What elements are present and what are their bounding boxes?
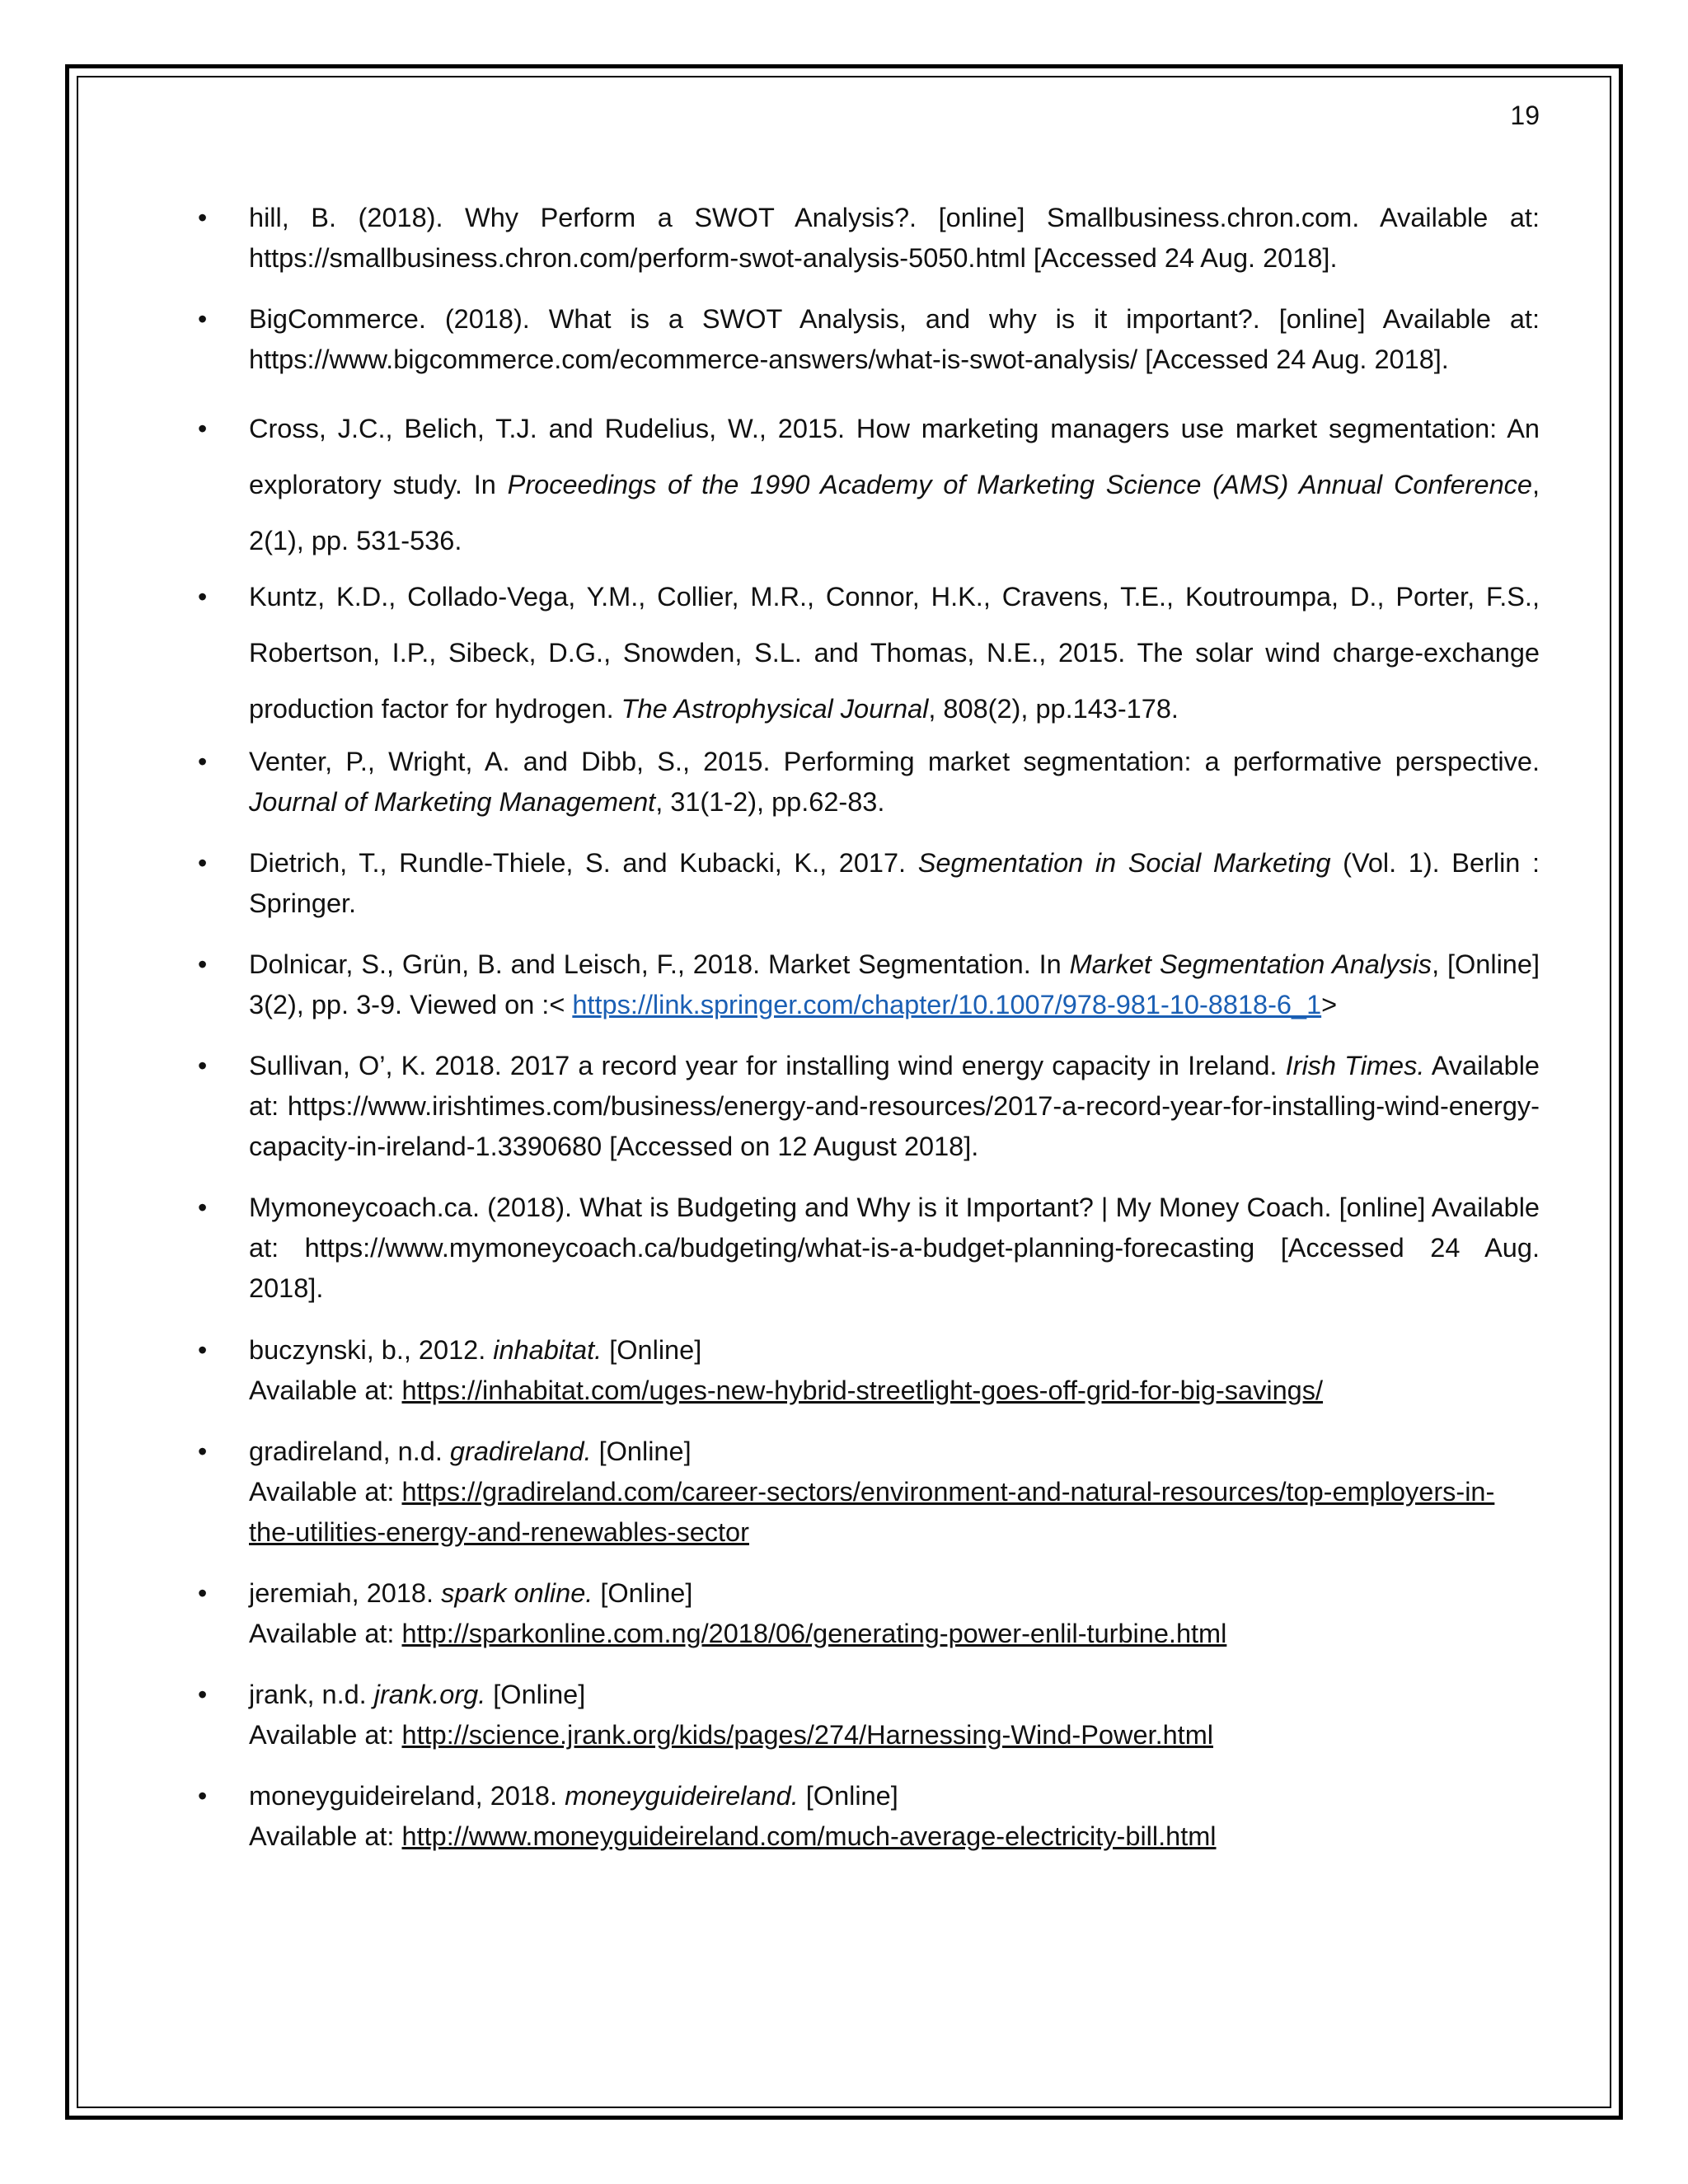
reference-source-title: Journal of Marketing Management — [249, 787, 656, 817]
bullet: • — [198, 848, 208, 878]
reference-details: [Online] — [485, 1680, 586, 1709]
reference-source-title: inhabitat. — [493, 1335, 603, 1365]
reference-item — [198, 569, 1540, 737]
reference-item — [198, 1330, 1540, 1411]
reference-item — [198, 198, 1540, 279]
reference-details: Available at: https://www.irishtimes.com/business/energy-and-resources/2017-a-record-year-for-installing-wind-energy-capacity-in-ireland-1.3390680 [Accessed on 12 August 2018]. — [249, 1051, 1540, 1161]
reference-link[interactable]: http://science.jrank.org/kids/pages/274/Harnessing-Wind-Power.html — [401, 1720, 1213, 1750]
reference-item — [198, 742, 1540, 823]
reference-details: , 2(1), pp. 531-536. — [249, 470, 1540, 555]
reference-item — [198, 1432, 1540, 1553]
bullet: • — [198, 304, 208, 334]
reference-source-title: moneyguideireland. — [565, 1781, 799, 1811]
reference-details: [Online] — [602, 1335, 702, 1365]
reference-text: gradireland, n.d. — [249, 1436, 450, 1466]
reference-text: Sullivan, O’, K. 2018. 2017 a record year for installing wind energy capacity in Ireland. — [249, 1051, 1286, 1080]
bullet: • — [198, 1335, 208, 1365]
reference-link-close: > — [1321, 990, 1338, 1019]
bullet: • — [198, 949, 208, 979]
reference-item — [198, 843, 1540, 924]
reference-source-title: Irish Times. — [1285, 1051, 1425, 1080]
reference-item — [198, 1573, 1540, 1654]
reference-source-title: Market Segmentation Analysis — [1069, 949, 1432, 979]
reference-text: Cross, J.C., Belich, T.J. and Rudelius, W., 2015. How marketing managers use market segmentation: An exploratory study. In — [249, 414, 1540, 499]
bullet: • — [198, 582, 208, 612]
available-at-label: Available at: — [249, 1477, 402, 1507]
reference-item — [198, 944, 1540, 1025]
bullet: • — [198, 1051, 208, 1080]
available-at-label: Available at: — [249, 1376, 402, 1405]
reference-source-title: The Astrophysical Journal — [621, 694, 929, 724]
bullet: • — [198, 747, 208, 776]
reference-text: Dolnicar, S., Grün, B. and Leisch, F., 2018. Market Segmentation. In — [249, 949, 1070, 979]
available-at-label: Available at: — [249, 1821, 402, 1851]
reference-details: [Online] — [593, 1578, 693, 1608]
reference-text: buczynski, b., 2012. — [249, 1335, 494, 1365]
reference-item — [198, 299, 1540, 380]
bullet: • — [198, 1193, 208, 1222]
reference-text: hill, B. (2018). Why Perform a SWOT Analysis?. [online] Smallbusiness.chron.com. Available at: https://smallbusiness.chron.com/perform-swot-analysis-5050.html [Accessed 24 Aug. 2018]. — [249, 203, 1540, 273]
reference-text: Venter, P., Wright, A. and Dibb, S., 2015. Performing market segmentation: a performative perspective. — [249, 747, 1540, 776]
bullet: • — [198, 414, 208, 443]
reference-text: Kuntz, K.D., Collado-Vega, Y.M., Collier, M.R., Connor, H.K., Cravens, T.E., Koutroumpa, D., Porter, F.S., Robertson, I.P., Sibeck, D.G., Snowden, S.L. and Thomas, N.E., 2015. The solar wind charge-exchange production factor for hydrogen. — [249, 582, 1540, 724]
bullet: • — [198, 1781, 208, 1811]
reference-text: Dietrich, T., Rundle-Thiele, S. and Kubacki, K., 2017. — [249, 848, 918, 878]
reference-source-title: spark online. — [441, 1578, 593, 1608]
available-at-label: Available at: — [249, 1619, 402, 1648]
reference-source-title: jrank.org. — [373, 1680, 486, 1709]
bullet: • — [198, 1578, 208, 1608]
reference-item — [198, 401, 1540, 569]
reference-text: Mymoneycoach.ca. (2018). What is Budgeting and Why is it Important? | My Money Coach. [online] Available at: https://www.mymoneycoach.ca/budgeting/what-is-a-budget-planning-forecasting [Accessed 24 Aug. 2018]. — [249, 1193, 1540, 1303]
bullet: • — [198, 203, 208, 232]
reference-details: , 808(2), pp.143-178. — [928, 694, 1179, 724]
reference-link[interactable]: https://gradireland.com/career-sectors/environment-and-natural-resources/top-employers-in-the-utilities-energy-and-renewables-sector — [249, 1477, 1495, 1547]
reference-link[interactable]: https://inhabitat.com/uges-new-hybrid-streetlight-goes-off-grid-for-big-savings/ — [401, 1376, 1324, 1405]
reference-item — [198, 1188, 1540, 1309]
reference-link[interactable]: http://www.moneyguideireland.com/much-average-electricity-bill.html — [401, 1821, 1217, 1851]
reference-text: moneyguideireland, 2018. — [249, 1781, 565, 1811]
reference-link[interactable]: http://sparkonline.com.ng/2018/06/generating-power-enlil-turbine.html — [401, 1619, 1227, 1648]
reference-text: jeremiah, 2018. — [249, 1578, 442, 1608]
reference-source-title: Segmentation in Social Marketing — [917, 848, 1331, 878]
reference-source-title: gradireland. — [449, 1436, 592, 1466]
page-number: 19 — [1510, 101, 1540, 130]
reference-link[interactable]: https://link.springer.com/chapter/10.1007/978-981-10-8818-6_1 — [572, 990, 1322, 1019]
reference-list — [198, 198, 1540, 1877]
reference-details: [Online] — [591, 1436, 692, 1466]
reference-details: [Online] — [798, 1781, 898, 1811]
bullet: • — [198, 1436, 208, 1466]
reference-details: , [Online] 3(2), pp. 3-9. Viewed on :< — [249, 949, 1540, 1019]
reference-item — [198, 1776, 1540, 1857]
reference-details: , 31(1-2), pp.62-83. — [655, 787, 885, 817]
available-at-label: Available at: — [249, 1720, 402, 1750]
reference-text: jrank, n.d. — [249, 1680, 374, 1709]
reference-item — [198, 1675, 1540, 1755]
reference-source-title: Proceedings of the 1990 Academy of Marketing Science (AMS) Annual Conference — [507, 470, 1532, 499]
bullet: • — [198, 1680, 208, 1709]
reference-item — [198, 1046, 1540, 1167]
reference-text: BigCommerce. (2018). What is a SWOT Analysis, and why is it important?. [online] Available at: https://www.bigcommerce.com/ecommerce-answers/what-is-swot-analysis/ [Accessed 24 Aug. 2018]. — [249, 304, 1540, 374]
reference-details: (Vol. 1). Berlin : Springer. — [249, 848, 1540, 918]
